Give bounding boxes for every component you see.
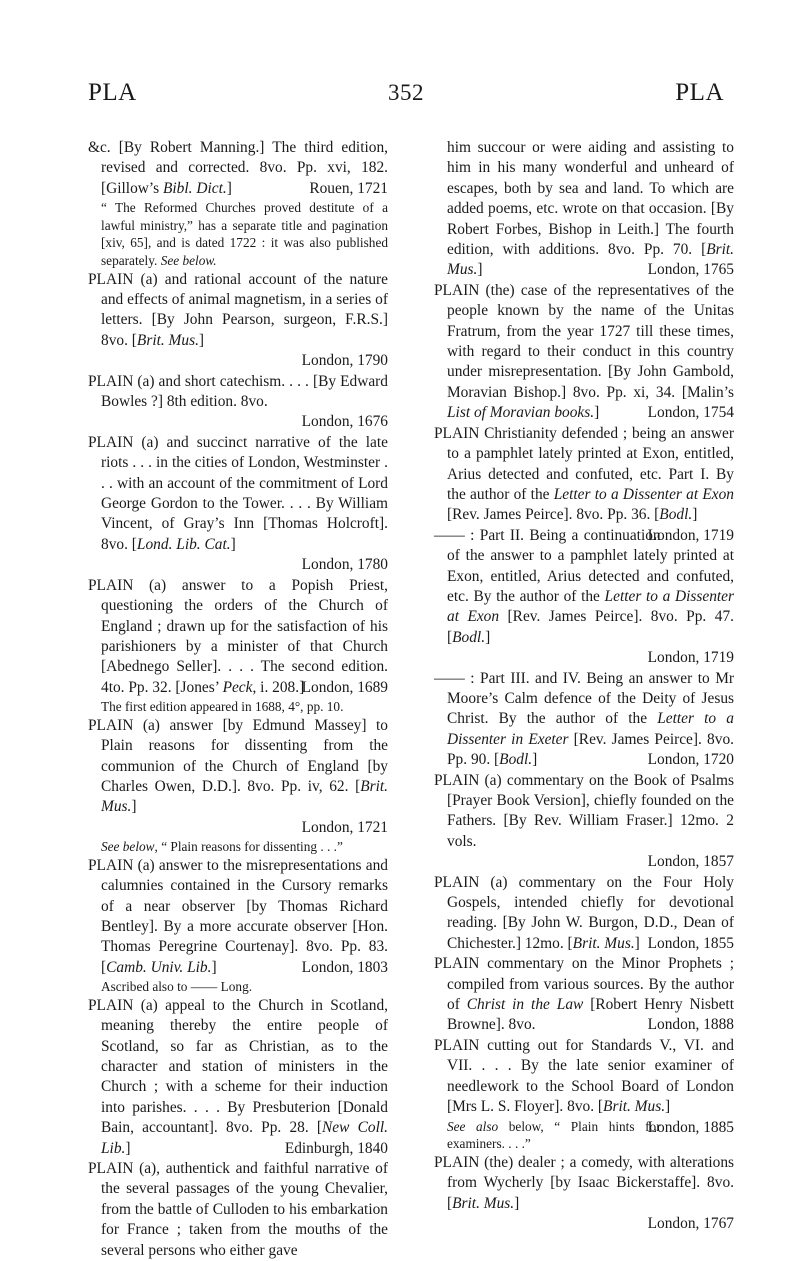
imprint-place-date: London, 1767: [647, 1214, 734, 1232]
bibliography-entry: PLAIN (a) appeal to the Church in Scotland, meaning thereby the entire people of Scotland, so far as Christian, as to the character and station of ministers in the Church ; with a scheme for their induction into parishes. . . . By Presbuterion [Donald Bain, accountant]. 8vo. Pp. 28. [New Coll. Lib.] Edinburgh, 1840: [88, 996, 388, 1157]
entry-note: Ascribed also to —— Long.: [101, 979, 253, 995]
imprint-place-date: London, 1721: [301, 818, 388, 836]
bibliography-entry: PLAIN (a) commentary on the Book of Psalms [Prayer Book Version], chiefly founded on the Fathers. [By Rev. William Fraser.] 12mo. 2 vols.: [434, 771, 734, 850]
bibliography-entry: PLAIN (the) dealer ; a comedy, with alterations from Wycherly [by Isaac Bickerstaffe]. 8vo. [Brit. Mus.]: [434, 1153, 734, 1212]
bibliography-entry: PLAIN (a) and rational account of the nature and effects of animal magnetism, in a series of letters. [By John Pearson, surgeon, F.R.S.] 8vo. [Brit. Mus.]: [88, 270, 388, 349]
entry-note: See below, “ Plain reasons for dissenting . . .”: [101, 839, 343, 855]
imprint-place-date: London, 1790: [301, 352, 388, 370]
bibliography-entry: PLAIN (the) case of the representatives of the people known by the name of the Unitas Fratrum, from the year 1727 till these times, with regard to their conduct in this country under misrepresentation. [By John Gambold, Moravian Bishop.] 8vo. Pp. xi, 34. [Malin’s List of Moravian books.] London, 1754: [434, 281, 734, 422]
bibliography-entry: &c. [By Robert Manning.] The third edition, revised and corrected. 8vo. Pp. xvi, 182. [Gillow’s Bibl. Dict.] Rouen, 1721: [88, 139, 388, 197]
header-left-word: PLA: [88, 79, 137, 106]
running-header: [88, 76, 724, 110]
bibliography-entry: —— : Part II. Being a continuation of the answer to a pamphlet lately printed at Exon, entitled, Arius detected and confuted, etc. By the author of the Letter to a Dissenter at Exon [Rev. James Peirce]. 8vo. Pp. 47. [Bodl.]: [434, 526, 734, 646]
imprint-place-date: London, 1857: [647, 853, 734, 871]
bibliography-entry: PLAIN (a) and succinct narrative of the late riots . . . in the cities of London, Westminster . . . with an account of the commitment of Lord George Gordon to the Tower. . . . By William Vincent, of Gray’s Inn [Thomas Holcroft]. 8vo. [Lond. Lib. Cat.]: [88, 433, 388, 553]
right-column: [434, 138, 734, 1234]
bibliography-entry: PLAIN (a) and short catechism. . . . [By Edward Bowles ?] 8th edition. 8vo.: [88, 372, 388, 411]
entry-note: “ The Reformed Churches proved destitute of a lawful ministry,” has a separate title and pagination [xiv, 65], and is dated 1722 : it was also published separately. See below.: [101, 200, 388, 268]
bibliography-entry: —— : Part III. and IV. Being an answer to Mr Moore’s Calm defence of the Deity of Jesus Christ. By the author of the Letter to a Dissenter in Exeter [Rev. James Peirce]. 8vo. Pp. 90. [Bodl.] London, 1720: [434, 669, 734, 769]
header-right-word: PLA: [675, 79, 724, 106]
bibliography-entry: PLAIN Christianity defended ; being an answer to a pamphlet lately printed at Exon, entitled, Arius detected and confuted, etc. Part I. By the author of the Letter to a Dissenter at Exon [Rev. James Peirce]. 8vo. Pp. 36. [Bodl.] London, 1719: [434, 424, 734, 544]
bibliography-entry: PLAIN (a) commentary on the Four Holy Gospels, intended chiefly for devotional reading. [By John W. Burgon, D.D., Dean of Chichester.] 12mo. [Brit. Mus.] London, 1855: [434, 873, 734, 952]
bibliography-entry: PLAIN commentary on the Minor Prophets ; compiled from various sources. By the author of Christ in the Law [Robert Henry Nisbett Browne]. 8vo. London, 1888: [434, 955, 734, 1034]
imprint-place-date: London, 1780: [301, 556, 388, 574]
bibliography-entry: PLAIN (a) answer [by Edmund Massey] to Plain reasons for dissenting from the communion of the Church of England [by Charles Owen, D.D.]. 8vo. Pp. iv, 62. [Brit. Mus.]: [88, 716, 388, 816]
left-column: [88, 138, 388, 1261]
bibliography-entry: PLAIN (a), authentick and faithful narrative of the several passages of the young Chevalier, from the battle of Culloden to his embarkation for France ; taken from the mouths of the several persons who either gave: [88, 1160, 388, 1259]
bibliography-entry: PLAIN cutting out for Standards V., VI. and VII. . . . By the late senior examiner of needlework to the School Board of London [Mrs L. S. Floyer]. 8vo. [Brit. Mus.] London, 1885: [434, 1036, 734, 1136]
imprint-place-date: London, 1719: [647, 649, 734, 667]
bibliography-entry: PLAIN (a) answer to a Popish Priest, questioning the orders of the Church of England ; drawn up for the satisfaction of his parishioners by a minister of that Church [Abednego Seller]. . . . The second edition. 4to. Pp. 32. [Jones’ Peck, i. 208.] London, 1689: [88, 576, 388, 696]
bibliography-entry-continued: him succour or were aiding and assisting to him in his many wonderful and unheard of escapes, both by sea and land. To which are added poems, etc. wrote on that occasion. [By Robert Forbes, Bishop in Leith.] The fourth edition, with additions. 8vo. Pp. 70. [Brit. Mus.] London, 1765: [447, 139, 734, 279]
page-number: 352: [388, 80, 424, 105]
imprint-place-date: London, 1676: [301, 413, 388, 431]
entry-note: See also below, “ Plain hints for examiners. . . .”: [447, 1118, 661, 1152]
bibliography-entry: PLAIN (a) answer to the misrepresentations and calumnies contained in the Cursory remarks of a near observer [by Thomas Richard Bentley]. By a more accurate observer [Hon. Thomas Peregrine Courtenay]. 8vo. Pp. 83. [Camb. Univ. Lib.] London, 1803: [88, 856, 388, 976]
entry-note: The first edition appeared in 1688, 4°, pp. 10.: [101, 699, 344, 715]
